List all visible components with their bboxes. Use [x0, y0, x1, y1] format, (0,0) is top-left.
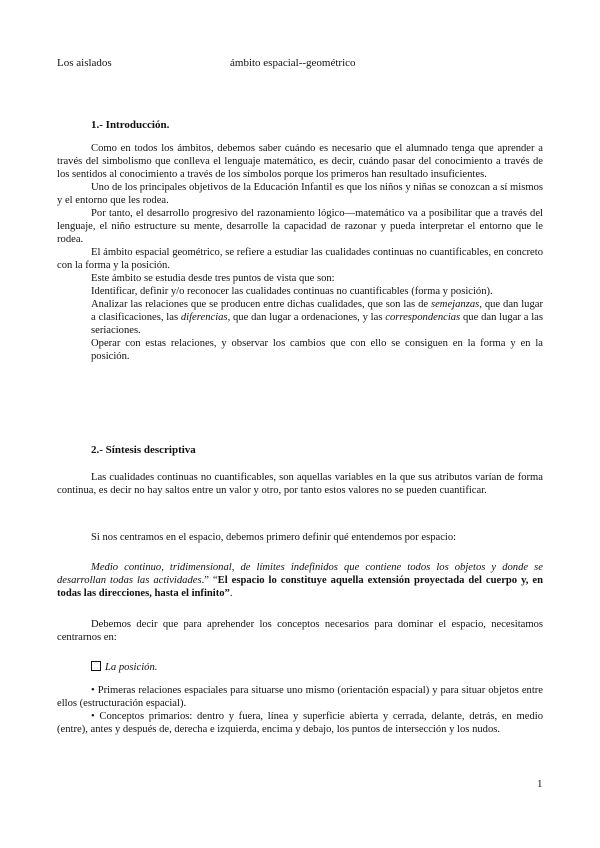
paragraph: Uno de los principales objetivos de la Educación Infantil es que los niños y niñas se conozcan a sí mismos y el entorno que les rodea. [57, 182, 543, 206]
checkbox-item [91, 661, 157, 673]
list-item: Operar con estas relaciones, y observar los cambios que con ello se consiguen en la forma y en la posición. [91, 338, 543, 362]
section2-para2 [57, 531, 543, 544]
section1-body [57, 142, 543, 363]
text-run: que dan lugar a las seriaciones. [91, 312, 544, 336]
text-run: , que dan lugar a ordenaciones, y las [227, 312, 386, 323]
section1-title: 1.- Introducción. [91, 119, 170, 131]
header-right: ámbito espacial--geométrico [230, 57, 356, 69]
emphasis-text: diferencias [180, 312, 228, 323]
quote-bold: El espacio lo constituye aquella extensión proyectada del cuerpo y, en todas las direcciones, hasta el infinito” [57, 575, 544, 599]
text-run: , que dan lugar a clasificaciones, las [91, 299, 544, 323]
text-run: .” “ [201, 575, 218, 586]
paragraph: Debemos decir que para aprehender los conceptos necesarios para dominar el espacio, necesitamos centrarnos en: [57, 619, 543, 643]
page-number: 1 [537, 778, 543, 790]
header-left: Los aislados [57, 57, 112, 69]
bullet-item: • Conceptos primarios: dentro y fuera, línea y superficie abierta y cerrada, delante, detrás, en medio (entre), antes y después de, derecha e izquierda, encima y debajo, los puntos de intersección y los nudos. [57, 711, 543, 735]
section2-title: 2.- Síntesis descriptiva [91, 444, 196, 456]
paragraph: Como en todos los ámbitos, debemos saber cuándo es necesario que el alumnado tenga que aprender a través del simbolismo que conlleva el lenguaje matemático, es decir, cuándo pasar del conocimiento a través de los sentidos al conocimiento a través de los símbolos porque los primeros han resultado insuficientes. [57, 143, 543, 180]
list-item: Identificar, definir y/o reconocer las cualidades continuas no cuantificables (forma y posición). [91, 286, 493, 297]
checkbox-label: La posición. [105, 662, 158, 673]
bullet-item: • Primeras relaciones espaciales para situarse uno mismo (orientación espacial) y para situar objetos entre ellos (estructuración espacial). [57, 685, 543, 709]
section2-para3 [57, 618, 543, 644]
paragraph: Si nos centramos en el espacio, debemos primero definir qué entendemos por espacio: [91, 532, 457, 543]
list-item [57, 298, 543, 337]
quote-italic: Medio continuo, tridimensional, de límites indefinidos que contiene todos los objetos y donde se desarrollan todas las actividades [57, 562, 543, 586]
paragraph: Por tanto, el desarrollo progresivo del razonamiento lógico—matemático va a posibilitar que a través del lenguaje, el niño estructure su mente, desarrolle la capacidad de razonar y pueda interpretar el entorno que le rodea. [57, 208, 543, 245]
section2-quote [57, 561, 543, 600]
section2-para1 [57, 471, 543, 497]
checkbox-icon [91, 661, 101, 671]
text-run: . [229, 588, 233, 599]
quote-paragraph [57, 561, 543, 600]
text-run: Analizar las relaciones que se producen entre dichas cualidades, que son las de [91, 299, 431, 310]
paragraph: Este ámbito se estudia desde tres puntos de vista que son: [91, 273, 335, 284]
paragraph: Las cualidades continuas no cuantificables, son aquellas variables en la que sus atributos varían de forma continua, es decir no hay saltos entre un valor y otro, por tanto estos valores no se pueden cuantificar. [57, 472, 543, 496]
section2-bullets [57, 684, 543, 736]
emphasis-text: correspondencias [385, 312, 461, 323]
emphasis-text: semejanzas [430, 299, 480, 310]
paragraph: El ámbito espacial geométrico, se refiere a estudiar las cualidades continuas no cuantificables, en concreto con la forma y la posición. [57, 247, 543, 271]
